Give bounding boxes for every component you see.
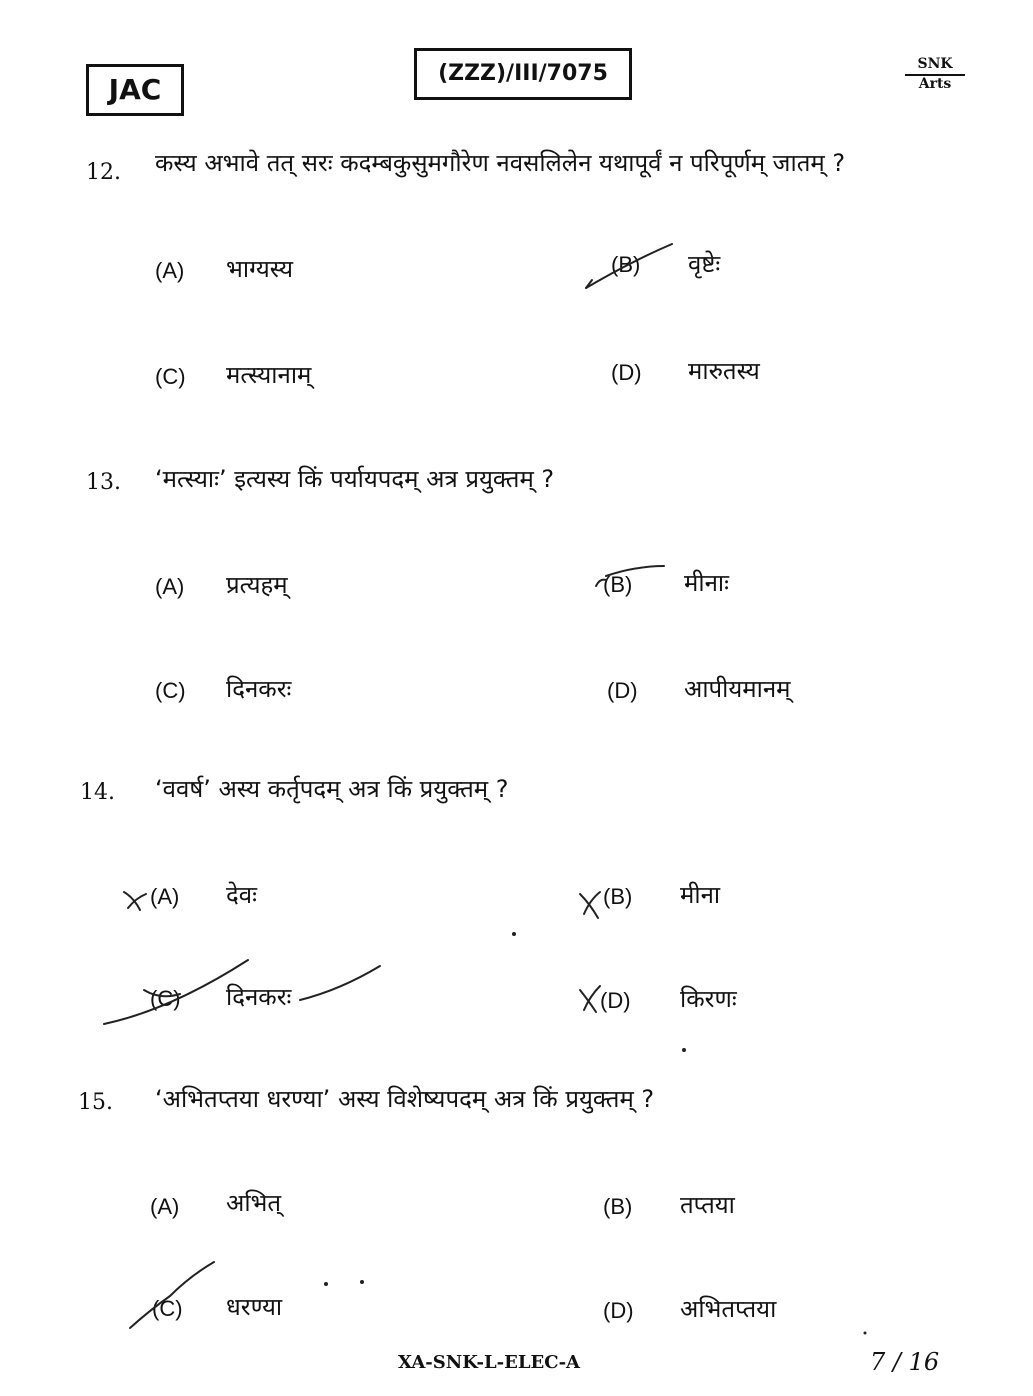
question-number: 14.: [80, 780, 115, 805]
option-text: मीना: [680, 881, 721, 909]
option-label: (A): [150, 884, 180, 909]
option-label: (D): [607, 678, 638, 703]
option-text: दिनकरः: [226, 675, 292, 703]
option-label: (D): [603, 1298, 634, 1323]
option-text: प्रत्यहम्: [226, 571, 288, 599]
option-label: (A): [150, 1194, 180, 1219]
paper-code: (ZZZ)/III/7075: [414, 48, 632, 100]
option-text: भाग्यस्य: [226, 255, 294, 283]
question-text: ‘अभितप्तया धरण्या’ अस्य विशेष्यपदम् अत्र किं प्रयुक्तम् ?: [155, 1085, 655, 1113]
option-text: तप्तया: [680, 1191, 735, 1219]
jac-logo-box: JAC: [86, 64, 184, 116]
option-label: (A): [155, 258, 185, 283]
option-label: (B): [603, 572, 633, 597]
subject-stamp: [905, 56, 965, 92]
option-label: (C): [150, 986, 181, 1011]
footer-code: XA-SNK-L-ELEC-A: [398, 1352, 581, 1373]
option-label: (C): [155, 364, 186, 389]
cross-mark: [124, 892, 146, 910]
option-text: देवः: [226, 881, 257, 909]
strike-mark: [300, 966, 380, 1000]
question-number: 15.: [78, 1090, 113, 1115]
option-text: वृष्टेः: [688, 250, 721, 278]
subject-code: SNK: [905, 56, 965, 76]
cross-mark: [580, 892, 600, 918]
question-text: ‘मत्स्याः’ इत्यस्य किं पर्यायपदम् अत्र प्रयुक्तम् ?: [155, 465, 555, 493]
option-label: (B): [603, 1194, 633, 1219]
question-text: कस्य अभावे तत् सरः कदम्बकुसुमगौरेण नवसलिलेन यथापूर्वं न परिपूर्णम् जातम् ?: [155, 149, 846, 177]
question-text: ‘ववर्ष’ अस्य कर्तृपदम् अत्र किं प्रयुक्तम् ?: [155, 775, 509, 803]
tick-mark: [586, 280, 592, 288]
option-text: अभित्: [226, 1189, 282, 1217]
option-text: मत्स्यानाम्: [226, 361, 312, 389]
stream-name: Arts: [918, 76, 952, 92]
option-text: मीनाः: [684, 569, 729, 597]
option-text: आपीयमानम्: [684, 675, 791, 703]
option-label: (B): [603, 884, 633, 909]
page-number: 7 / 16: [870, 1348, 940, 1376]
question-number: 13.: [86, 470, 121, 495]
cross-mark: [580, 986, 600, 1012]
option-label: (C): [155, 678, 186, 703]
option-text: दिनकरः: [226, 983, 292, 1011]
option-label: (D): [611, 360, 642, 385]
option-text: धरण्या: [226, 1293, 283, 1321]
option-label: (D): [600, 988, 631, 1013]
option-text: किरणः: [680, 985, 737, 1013]
option-text: मारुतस्य: [688, 357, 760, 385]
option-label: (B): [611, 252, 641, 277]
question-number: 12.: [86, 160, 121, 185]
option-label: (C): [152, 1296, 183, 1321]
option-text: अभितप्तया: [680, 1295, 777, 1323]
option-label: (A): [155, 574, 185, 599]
